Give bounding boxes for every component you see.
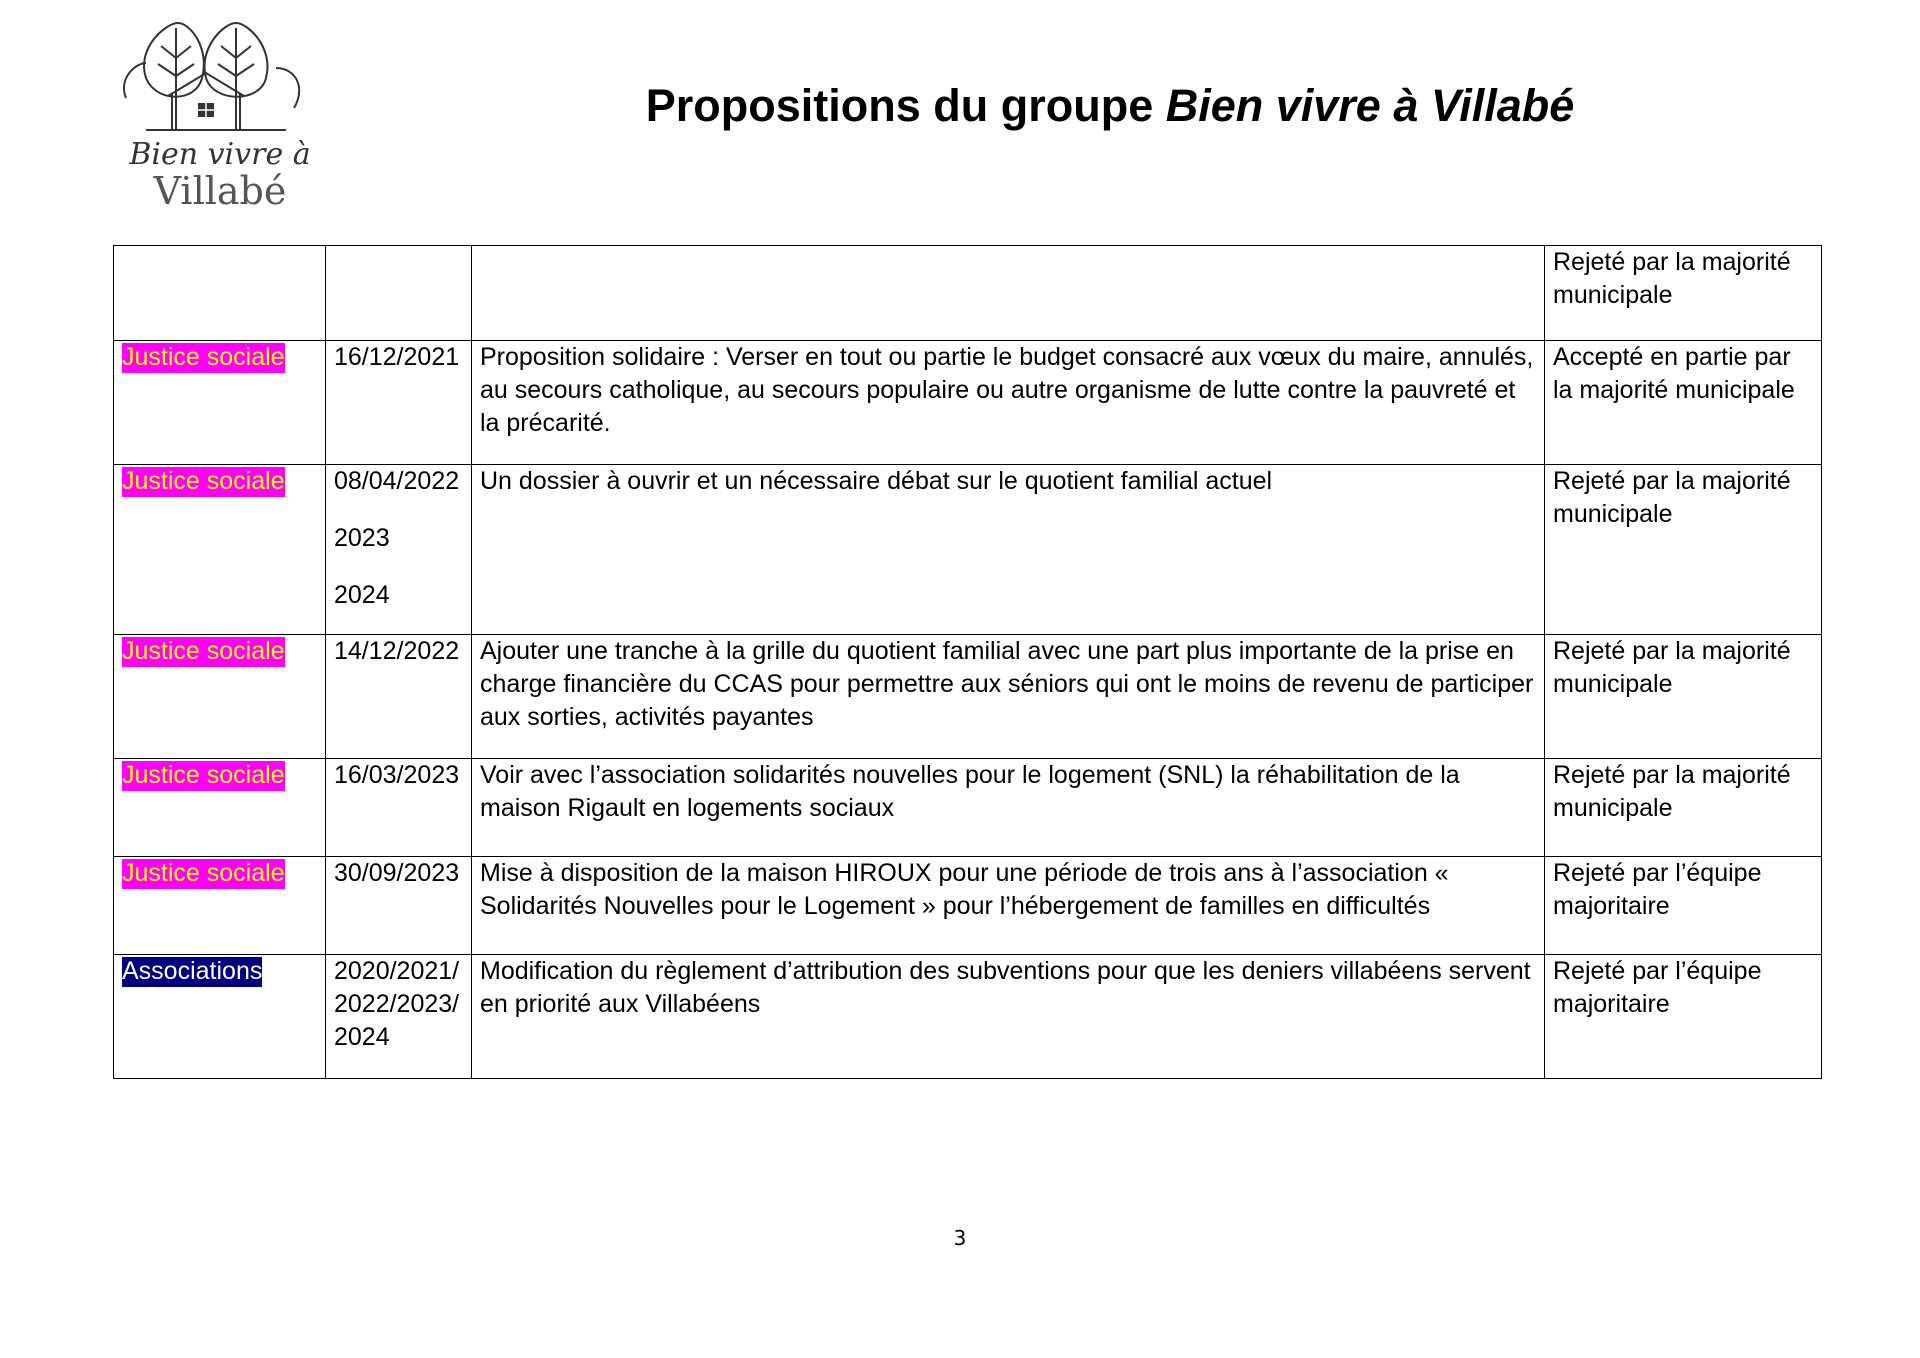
date-value: 16/03/2023 <box>334 761 460 789</box>
page-title-italic: Bien vivre à Villabé <box>1165 80 1575 131</box>
category-tag-justice-sociale: Justice sociale <box>122 343 285 371</box>
outcome-cell: Rejeté par la majorité municipale <box>1545 635 1822 759</box>
proposals-table <box>113 245 1822 1079</box>
proposal-cell <box>472 246 1545 341</box>
logo <box>106 18 334 218</box>
proposal-cell: Voir avec l’association solidarités nouvelles pour le logement (SNL) la réhabilitation de la maison Rigault en logements sociaux <box>472 759 1545 857</box>
category-cell <box>114 341 326 465</box>
category-cell <box>114 759 326 857</box>
date-value: 30/09/2023 <box>334 859 460 887</box>
page-title-prefix: Propositions du groupe <box>645 80 1166 131</box>
date-value: 2020/2021/ 2022/2023/ 2024 <box>334 957 460 1051</box>
proposal-cell: Modification du règlement d’attribution des subventions pour que les deniers villabéens servent en priorité aux Villabéens <box>472 955 1545 1079</box>
svg-text:Villabé: Villabé <box>153 169 287 213</box>
date-value: 16/12/2021 <box>334 343 460 371</box>
category-cell <box>114 246 326 341</box>
outcome-cell: Rejeté par la majorité municipale <box>1545 465 1822 635</box>
outcome-cell: Rejeté par la majorité municipale <box>1545 246 1822 341</box>
date-value: 08/04/2022 <box>334 467 460 495</box>
page-title <box>560 80 1660 132</box>
table-row <box>114 246 1822 341</box>
category-cell <box>114 465 326 635</box>
category-tag-associations: Associations <box>122 957 263 985</box>
date-value: 2024 <box>334 581 390 609</box>
date-cell <box>326 341 472 465</box>
table-row <box>114 759 1822 857</box>
date-cell <box>326 955 472 1079</box>
date-cell <box>326 635 472 759</box>
category-tag-justice-sociale: Justice sociale <box>122 859 285 887</box>
outcome-cell: Accepté en partie par la majorité municipale <box>1545 341 1822 465</box>
date-value: 14/12/2022 <box>334 637 460 665</box>
proposal-cell: Proposition solidaire : Verser en tout ou partie le budget consacré aux vœux du maire, annulés, au secours catholique, au secours populaire ou autre organisme de lutte contre la pauvreté et la précarité. <box>472 341 1545 465</box>
date-cell <box>326 246 472 341</box>
proposal-cell: Mise à disposition de la maison HIROUX pour une période de trois ans à l’association « Solidarités Nouvelles pour le Logement » pour l’hébergement de familles en difficultés <box>472 857 1545 955</box>
category-tag-justice-sociale: Justice sociale <box>122 637 285 665</box>
outcome-cell: Rejeté par la majorité municipale <box>1545 759 1822 857</box>
table-row <box>114 465 1822 635</box>
date-value: 2023 <box>334 524 390 552</box>
category-cell <box>114 635 326 759</box>
outcome-cell: Rejeté par l’équipe majoritaire <box>1545 857 1822 955</box>
svg-text:Bien vivre à: Bien vivre à <box>129 137 311 172</box>
table-row <box>114 341 1822 465</box>
page-number: 3 <box>953 1226 967 1250</box>
proposal-cell: Un dossier à ouvrir et un nécessaire débat sur le quotient familial actuel <box>472 465 1545 635</box>
category-cell <box>114 955 326 1079</box>
date-cell <box>326 759 472 857</box>
category-tag-justice-sociale: Justice sociale <box>122 761 285 789</box>
table-row <box>114 955 1822 1079</box>
table-row <box>114 635 1822 759</box>
proposal-cell: Ajouter une tranche à la grille du quotient familial avec une part plus importante de la prise en charge financière du CCAS pour permettre aux séniors qui ont le moins de revenu de participer aux sorties, activités payantes <box>472 635 1545 759</box>
outcome-cell: Rejeté par l’équipe majoritaire <box>1545 955 1822 1079</box>
category-cell <box>114 857 326 955</box>
table-row <box>114 857 1822 955</box>
category-tag-justice-sociale: Justice sociale <box>122 467 285 495</box>
date-cell <box>326 857 472 955</box>
date-cell <box>326 465 472 635</box>
